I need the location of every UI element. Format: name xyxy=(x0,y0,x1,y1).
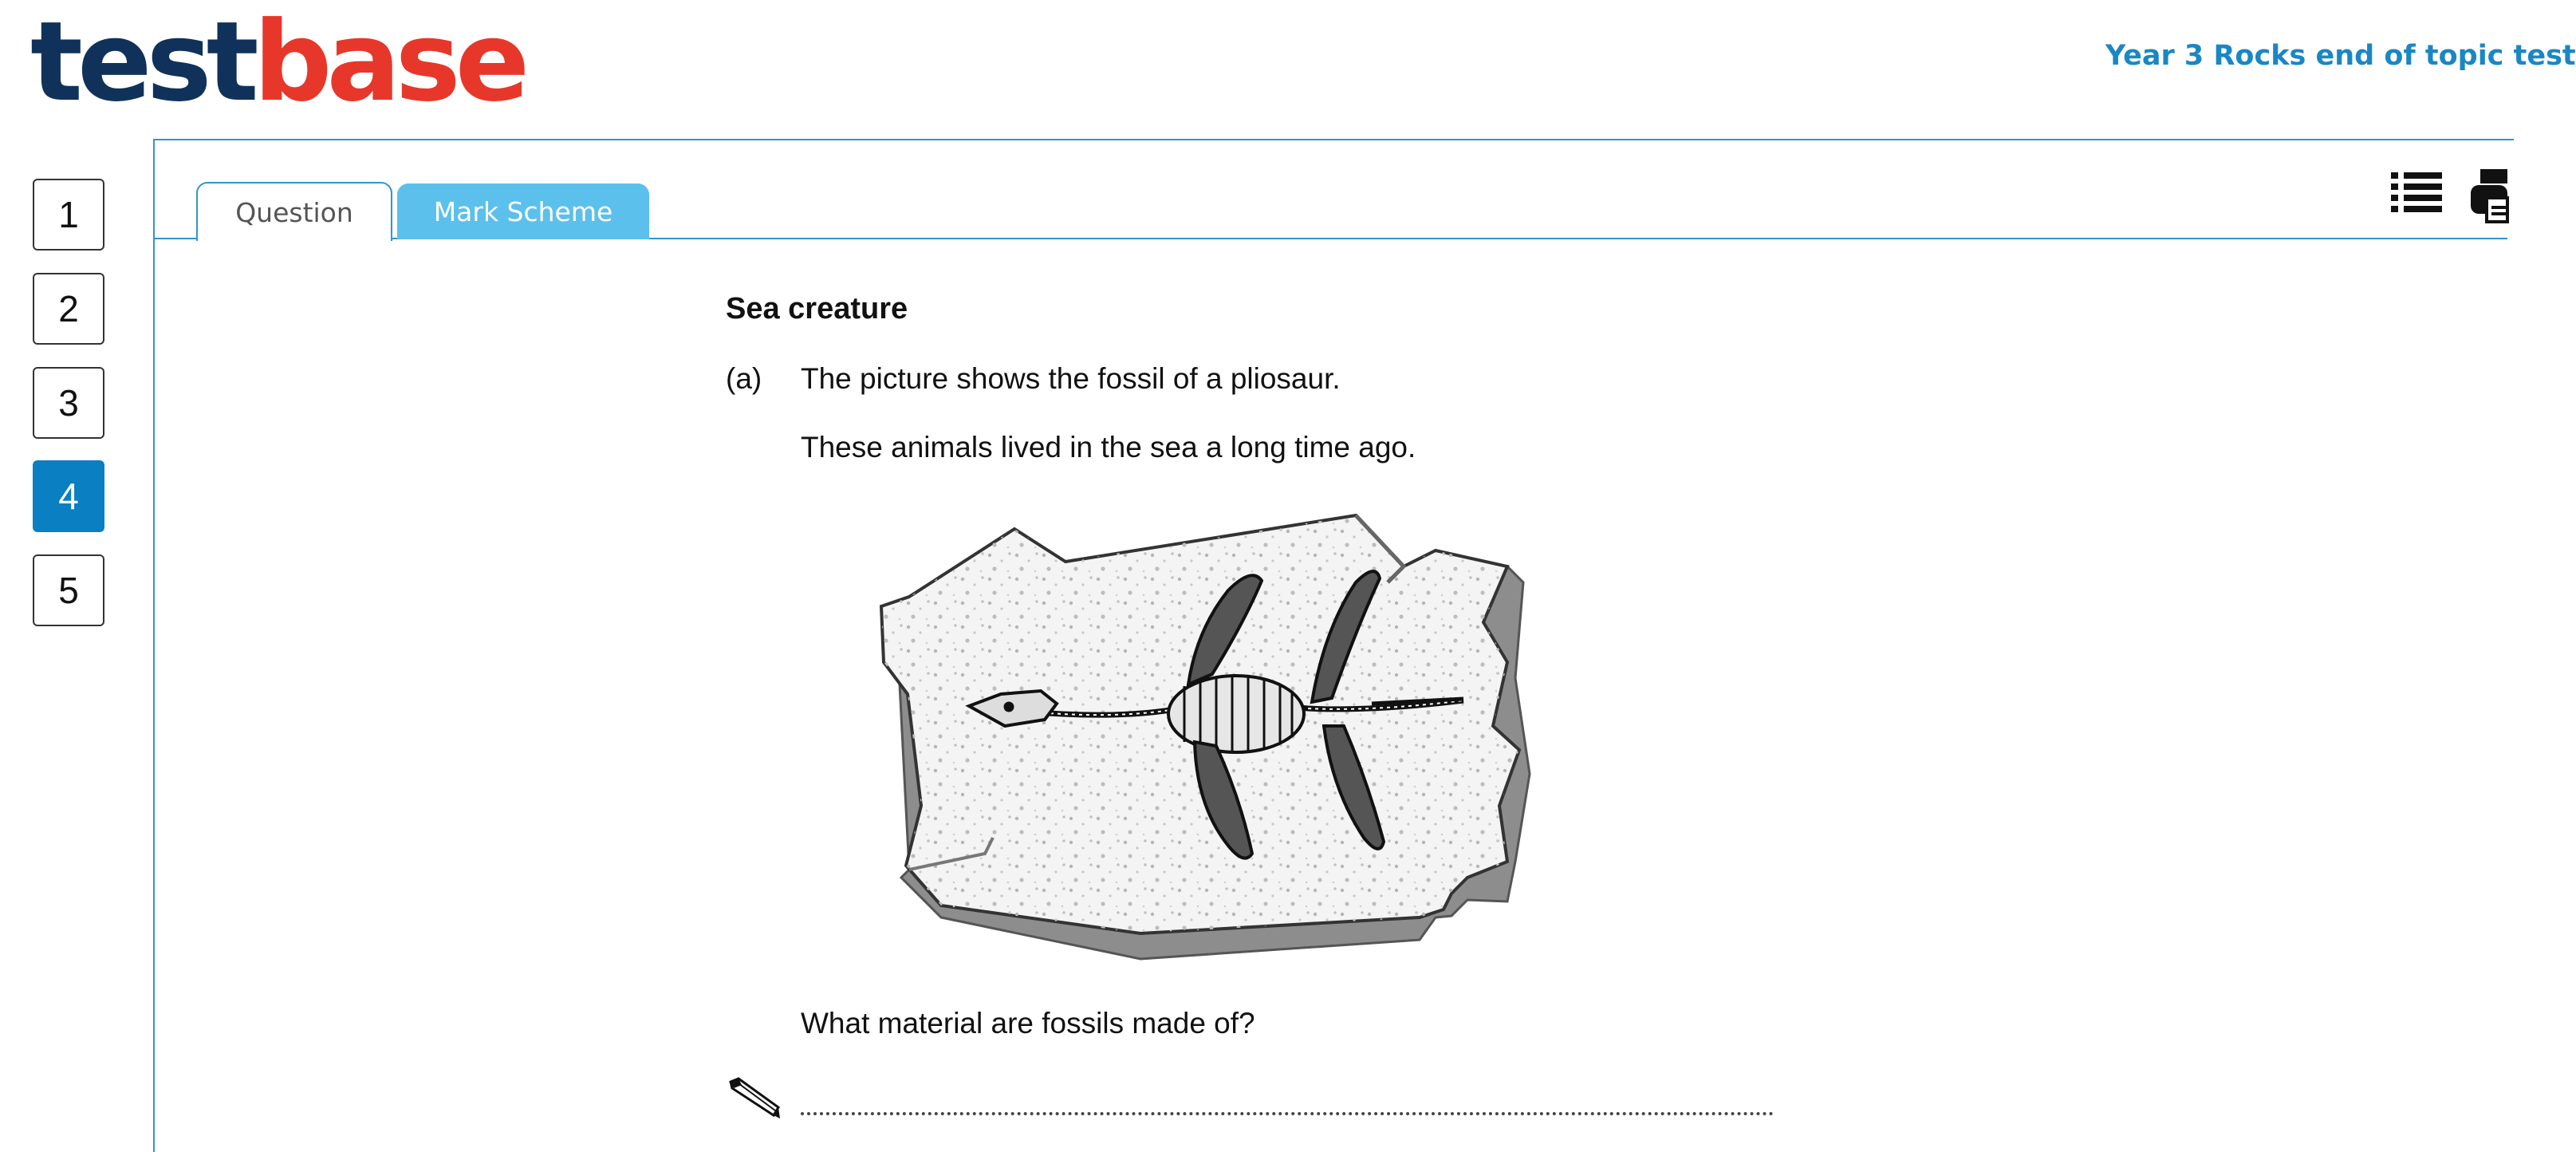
question-nav-button-1[interactable]: 1 xyxy=(33,179,104,251)
question-nav-button-5[interactable]: 5 xyxy=(33,554,104,626)
question-line-2: These animals lived in the sea a long time ago. xyxy=(801,431,1416,464)
answer-line[interactable] xyxy=(801,1112,1774,1115)
test-title: Year 3 Rocks end of topic test xyxy=(2105,40,2576,72)
pencil-icon xyxy=(726,1077,782,1126)
question-heading: Sea creature xyxy=(726,292,908,325)
question-prompt: What material are fossils made of? xyxy=(801,1007,1255,1040)
pliosaur-fossil-image xyxy=(877,503,1547,969)
logo-test-text: test xyxy=(30,0,254,126)
tab-question[interactable]: Question xyxy=(196,182,392,241)
testbase-logo[interactable] xyxy=(30,0,525,126)
list-icon[interactable] xyxy=(2389,168,2444,223)
question-nav-button-4[interactable]: 4 xyxy=(33,460,104,532)
tab-mark-scheme[interactable]: Mark Scheme xyxy=(397,183,649,239)
question-nav-button-3[interactable]: 3 xyxy=(33,367,104,439)
question-part-label: (a) xyxy=(726,362,762,395)
printer-icon[interactable] xyxy=(2469,168,2507,227)
question-nav-button-2[interactable]: 2 xyxy=(33,273,104,345)
question-line-1: The picture shows the fossil of a pliosaur. xyxy=(801,362,1341,395)
logo-base-text: base xyxy=(253,0,525,126)
